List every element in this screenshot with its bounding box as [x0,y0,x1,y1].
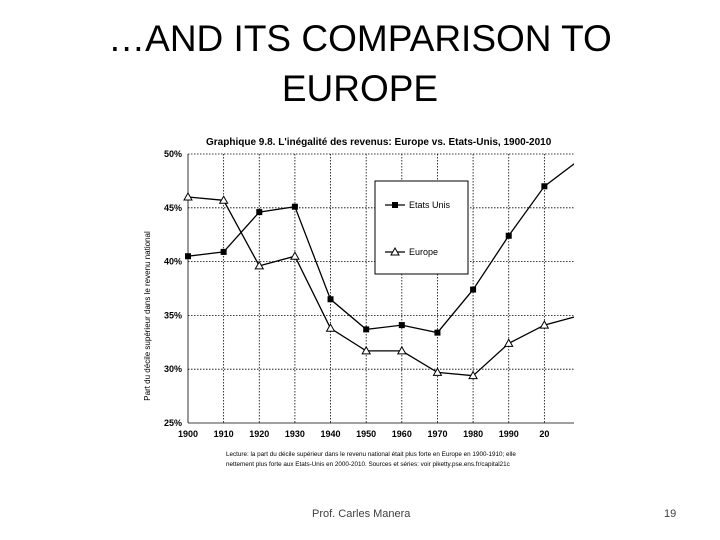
data-point-etats-unis [399,322,405,328]
legend-label-europe: Europe [409,247,439,257]
y-tick-label: 30% [163,364,182,375]
chart-figure [130,126,574,474]
x-tick-label: 1970 [427,429,448,439]
slide-title-line-1: …AND ITS COMPARISON TO [108,18,612,59]
page-number: 19 [664,508,677,520]
x-tick-label: 1900 [177,429,199,439]
chart-note-line-2: nettement plus forte aux Etats-Unis en 2000-2010. Sources et séries: voir piketty.pse.ens.fr/capital21c [226,461,510,468]
data-point-etats-unis [328,296,334,302]
slide-title-line-2: EUROPE [281,68,439,109]
data-point-etats-unis [185,253,191,259]
legend-marker-etats-unis [392,202,398,208]
data-point-etats-unis [541,183,547,189]
y-tick-label: 35% [163,310,182,321]
x-tick-label: 1960 [391,429,412,439]
data-point-etats-unis [470,287,476,293]
data-point-etats-unis [292,204,298,210]
data-point-europe [327,324,335,331]
chart-title: Graphique 9.8. L'inégalité des revenus: Europe vs. Etats-Unis, 1900-2010 [206,137,552,148]
x-tick-label: 1920 [249,429,270,439]
legend-label-etats-unis: Etats Unis [409,200,451,210]
data-point-europe [291,252,299,259]
x-tick-label: 20 [539,429,550,439]
y-tick-label: 40% [163,256,182,267]
y-tick-label: 45% [163,202,182,213]
data-point-etats-unis [434,330,440,336]
data-point-etats-unis [256,209,262,215]
x-tick-label: 1930 [284,429,305,439]
data-point-europe [505,339,513,346]
slide-title [60,14,660,114]
chart-note-line-1: Lecture: la part du décile supérieur dans le revenu national était plus forte en Europe en 1900-1910; elle [226,451,516,458]
data-point-etats-unis [506,233,512,239]
legend-box [375,181,468,274]
data-point-etats-unis [363,326,369,332]
y-tick-label: 50% [163,149,182,159]
x-tick-label: 1940 [320,429,341,439]
footer-author: Prof. Carles Manera [312,508,411,520]
data-point-etats-unis [221,249,227,255]
data-point-europe [184,193,192,200]
x-tick-label: 1990 [498,429,519,439]
x-tick-label: 1950 [356,429,377,439]
x-tick-label: 1910 [213,429,234,439]
y-tick-label: 25% [163,418,182,428]
y-axis-label: Part du décile supérieur dans le revenu national [143,231,152,401]
x-tick-label: 1980 [463,429,484,439]
chart-legend [375,181,468,274]
inequality-line-chart [130,126,574,474]
axis-layer [164,149,549,439]
